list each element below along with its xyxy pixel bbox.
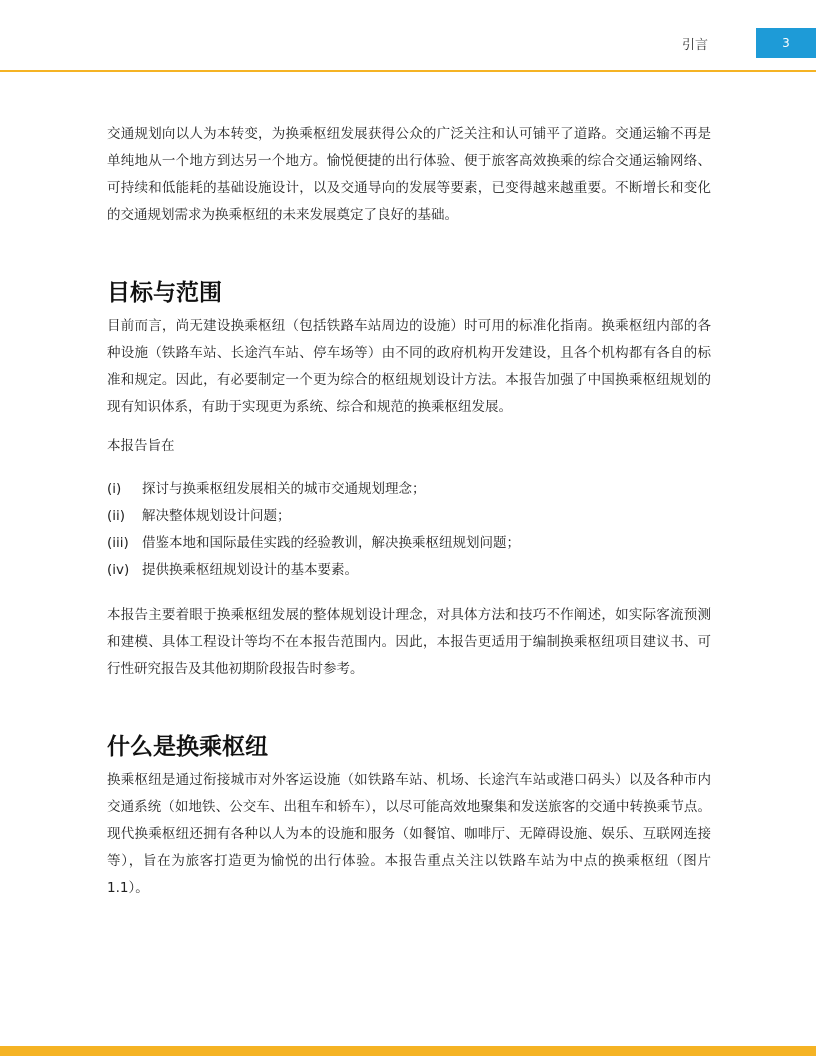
definition-paragraph: 换乘枢纽是通过衔接城市对外客运设施（如铁路车站、机场、长途汽车站或港口码头）以及各种市内交通系统（如地铁、公交车、出租车和轿车），以尽可能高效地聚集和发送旅客的交通中转换乘节点。现代换乘枢纽还拥有各种以人为本的设施和服务（如餐馆、咖啡厅、无障碍设施、娱乐、互联网连接等），旨在为旅客打造更为愉悦的出行体验。本报告重点关注以铁路车站为中点的换乘枢纽（图片1.1）。 xyxy=(107,772,711,896)
list-item-number: (i) xyxy=(107,481,122,497)
list-item-text: 提供换乘枢纽规划设计的基本要素。 xyxy=(142,562,358,578)
list-item-number: (iv) xyxy=(107,562,130,578)
aims-lead: 本报告旨在 xyxy=(107,438,175,454)
page-number-badge: 3 xyxy=(756,28,816,58)
list-item xyxy=(107,557,711,584)
intro-paragraph: 交通规划向以人为本转变，为换乘枢纽发展获得公众的广泛关注和认可铺平了道路。交通运输不再是单纯地从一个地方到达另一个地方。愉悦便捷的出行体验、便于旅客高效换乘的综合交通运输网络、可持续和低能耗的基础设施设计，以及交通导向的发展等要素，已变得越来越重要。不断增长和变化的交通规划需求为换乘枢纽的未来发展奠定了良好的基础。 xyxy=(107,126,711,223)
list-item xyxy=(107,530,711,557)
main-content xyxy=(107,121,711,902)
goals-heading: 目标与范围 xyxy=(107,280,222,306)
scope-paragraph: 本报告主要着眼于换乘枢纽发展的整体规划设计理念，对具体方法和技巧不作阐述，如实际客流预测和建模、具体工程设计等均不在本报告范围内。因此，本报告更适用于编制换乘枢纽项目建议书、可行性研究报告及其他初期阶段报告时参考。 xyxy=(107,607,711,677)
goals-paragraph: 目前而言，尚无建设换乘枢纽（包括铁路车站周边的设施）时可用的标准化指南。换乘枢纽内部的各种设施（铁路车站、长途汽车站、停车场等）由不同的政府机构开发建设，且各个机构都有各自的标准和规定。因此，有必要制定一个更为综合的枢纽规划设计方法。本报告加强了中国换乘枢纽规划的现有知识体系，有助于实现更为系统、综合和规范的换乘枢纽发展。 xyxy=(107,318,711,415)
list-item-number: (ii) xyxy=(107,508,126,524)
list-item-number: (iii) xyxy=(107,535,129,551)
section-title: 引言 xyxy=(681,38,708,53)
list-item-text: 解决整体规划设计问题； xyxy=(142,508,291,524)
definition-heading: 什么是换乘枢纽 xyxy=(107,734,268,760)
list-item-text: 探讨与换乘枢纽发展相关的城市交通规划理念； xyxy=(142,481,426,497)
list-item xyxy=(107,503,711,530)
list-item-text: 借鉴本地和国际最佳实践的经验教训，解决换乘枢纽规划问题； xyxy=(142,535,520,551)
list-item xyxy=(107,476,711,503)
aims-list xyxy=(107,476,711,584)
page-header xyxy=(0,0,816,72)
footer-accent-bar xyxy=(0,1046,816,1056)
